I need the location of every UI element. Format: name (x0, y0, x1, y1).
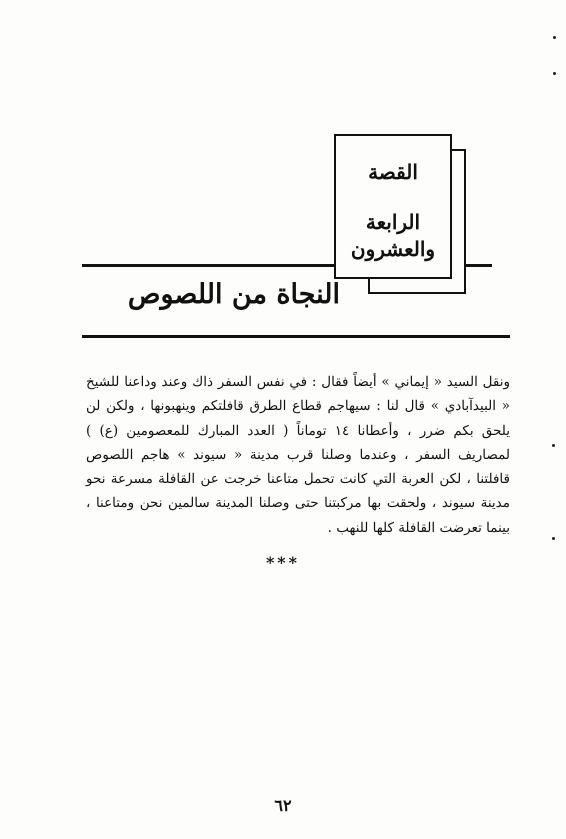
scan-speck (553, 72, 556, 75)
chapter-label-story: القصة (368, 160, 418, 184)
scan-speck (552, 444, 555, 447)
section-separator: *** (265, 553, 301, 572)
scan-speck (552, 537, 555, 540)
chapter-label-number-cont: والعشرون (350, 237, 436, 261)
body-paragraph: ونقل السيد « إيماني » أيضاً فقال : في نفس السفر ذاك وعند وداعنا للشيخ « البيدآبادي » قال لنا : سيهاجم قطاع الطرق قافلتكم وينهبونها ، ولكن لن يلحق بكم ضرر ، وأعطانا ١٤ توماناً ( العدد المبارك للمعصومين (ع) ) لمصاريف السفر ، وعندما وصلنا قرب مدينة « سيوند » هاجم اللصوص قافلتنا ، لكن العربة التي كانت تحمل متاعنا خرجت عن القافلة مسرعة نحو مدينة سيوند ، ولحقت بها مركبتنا حتى وصلنا المدينة سالمين نحن ومتاعنا ، بينما تعرضت القافلة كلها للنهب . (86, 374, 511, 536)
chapter-card-front (334, 134, 452, 279)
chapter-label-number: الرابعة (365, 210, 421, 234)
page-number: ٦٢ (274, 796, 292, 815)
scan-speck (553, 36, 556, 39)
bottom-rule (82, 335, 510, 338)
chapter-title: النجاة من اللصوص (127, 279, 340, 310)
